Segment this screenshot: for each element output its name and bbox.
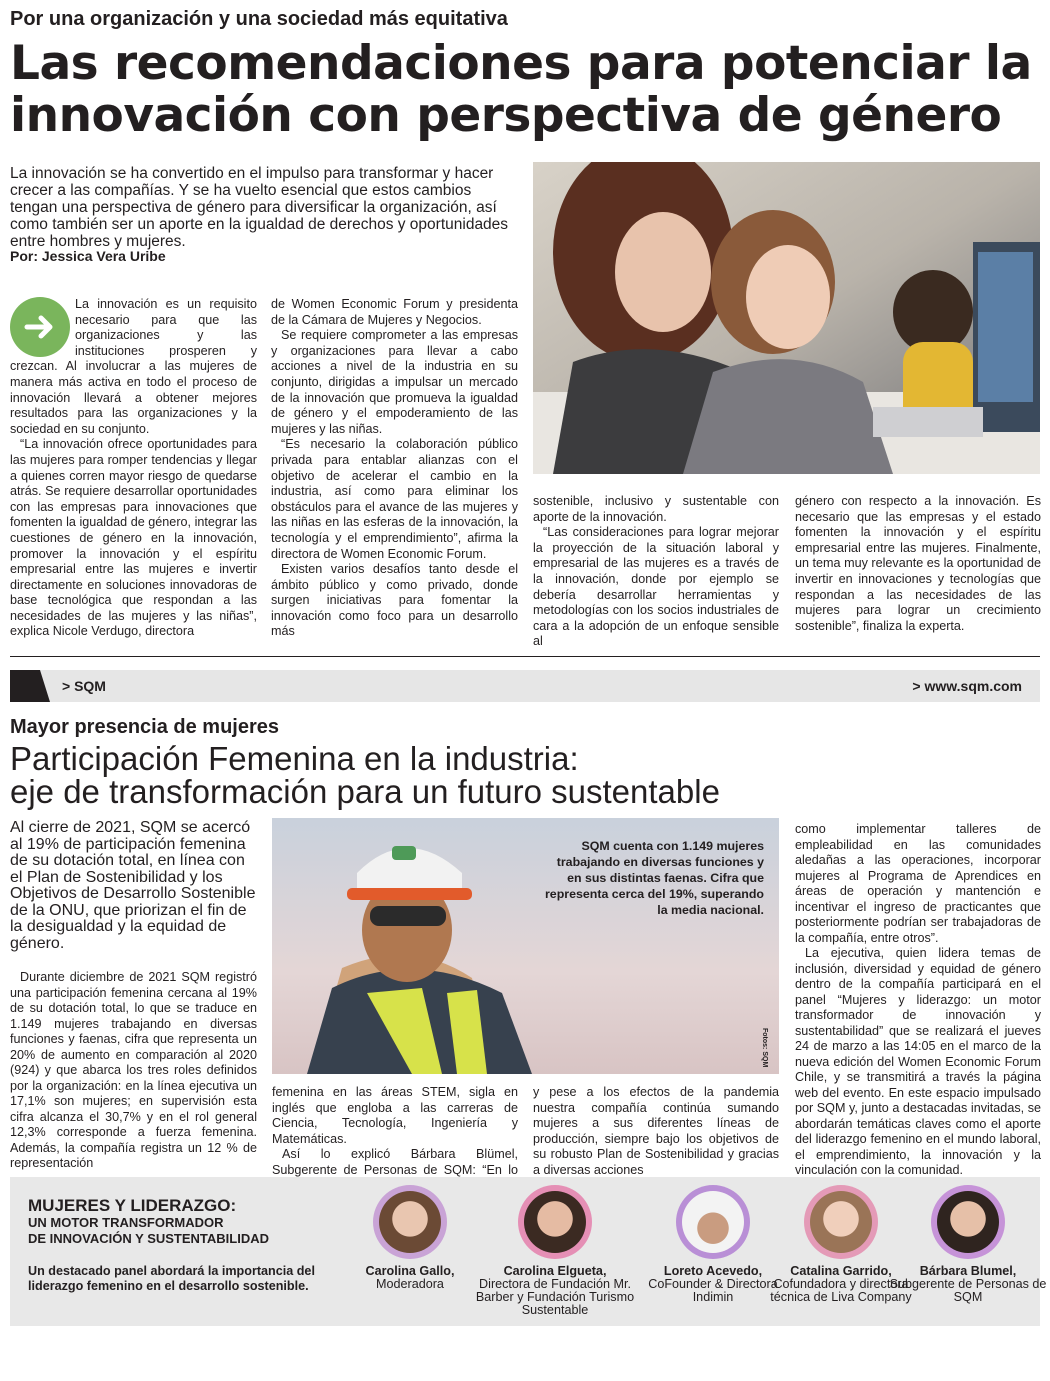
article2-column-1 [10, 970, 257, 1172]
paragraph: y pese a los efectos de la pandemia nuestra compañía continúa sumando mujeres a sus diferentes líneas de producción, siempre bajo los objetivos de su robusto Plan de Sostenibilidad y gracias a diversas acciones [533, 1085, 779, 1177]
speaker-role: CoFounder & Directora Indimin [648, 1277, 778, 1304]
article2-column-3 [533, 1085, 779, 1178]
photo-credit: Fotos: SQM [761, 1028, 768, 1068]
article1-column-2 [271, 297, 518, 640]
panel-description: Un destacado panel abordará la importancia del liderazgo femenino en el desarrollo sostenible. [28, 1264, 315, 1293]
divider [10, 656, 1040, 657]
article1-headline: Las recomendaciones para potenciar la innovación con perspectiva de género [10, 36, 1032, 143]
sponsor-label: > SQM [62, 678, 106, 694]
avatar-photo [937, 1191, 999, 1253]
article1-kicker: Por una organización y una sociedad más equitativa [10, 8, 508, 30]
speaker-role: Cofundadora y directora técnica de Liva Company [770, 1277, 912, 1304]
avatar [676, 1185, 750, 1259]
panel-subtitle-2: DE INNOVACIÓN Y SUSTENTABILIDAD [28, 1231, 270, 1246]
avatar-photo [682, 1191, 744, 1253]
paragraph: de Women Economic Forum y presidenta de la Cámara de Mujeres y Negocios. [271, 297, 518, 327]
speaker-role: Directora de Fundación Mr. Barber y Fundación Turismo Sustentable [475, 1277, 635, 1317]
panel-title [28, 1197, 348, 1247]
avatar-photo [810, 1191, 872, 1253]
avatar [373, 1185, 447, 1259]
paragraph: femenina en las áreas STEM, sigla en inglés que engloba a las carreras de Ciencia, Tecnología, Ingeniería y Matemáticas. [272, 1085, 518, 1146]
paragraph: Durante diciembre de 2021 SQM registró una participación femenina cercana al 19% de su dotación total, lo que se traduce en 1.149 mujeres trabajando en diversas funciones y faenas, cifra que representa un 20% de aumento en comparación al 2020 (924) y que abarca los tres roles definidos por la organización: en la línea ejecutiva un 17,1% son mujeres; en supervisión esta cifra alcanza el 30,7% y en el rol general 12,3% corresponde a fuerza femenina. Además, la compañía registra un 12 % de representación [10, 970, 257, 1170]
headline-line-1: Participación Femenina en la industria: [10, 740, 579, 777]
article1-lede: La innovación se ha convertido en el impulso para transformar y hacer crecer a las compañías. Y se ha vuelto esencial que estos cambios tengan una perspectiva de género para diversificar la organización, así como también ser un aporte en la igualdad de derechos y oportunidades entre hombres y mujeres. [10, 165, 509, 250]
paragraph: Se requiere comprometer a las empresas y organizaciones para llevar a cabo acciones a nivel de la industria en su conjunto, dirigidas a impulsar un mercado de la innovación que promueva la igualdad de género y el empoderamiento de las mujeres y las niñas. [271, 328, 518, 436]
sponsor-bar [10, 670, 1040, 702]
paragraph: La innovación es un requisito necesario para que las organizaciones y las instituciones prosperen y crezcan. Al involucrar a las mujeres de manera más activa en todo el proceso de innovación llevará a obtener mejores resultados para las organizaciones y la sociedad en su conjunto. [10, 297, 257, 436]
speaker-name: Bárbara Blumel, [919, 1264, 1017, 1278]
article1-column-4 [795, 494, 1041, 634]
headline-line-2: eje de transformación para un futuro sustentable [10, 773, 720, 810]
avatar [518, 1185, 592, 1259]
paragraph: género con respecto a la innovación. Es necesario que las empresas y el estado fomenten la innovación y el espíritu empresarial entre las mujeres. Finalmente, un tema muy relevante es la oportunidad de invertir en innovaciones y tecnologías que respondan a las necesidades de las mujeres para lograr un crecimiento sostenible”, finaliza la experta. [795, 494, 1041, 633]
photo-caption: SQM cuenta con 1.149 mujeres trabajando en diversas funciones y en sus distintas faenas. Cifra que representa cerca del 19%, superando la media nacional. [544, 839, 764, 917]
speaker-name: Catalina Garrido, [790, 1264, 892, 1278]
article1-byline: Por: Jessica Vera Uribe [10, 248, 166, 264]
article2-headline [10, 742, 1040, 808]
article2-lede: Al cierre de 2021, SQM se acercó al 19% de participación femenina de su dotación total, en línea con el Plan de Sostenibilidad y los Objetivos de Desarrollo Sostenible de la ONU, que priorizan el fin de la desigualdad y la equidad de género. [10, 819, 256, 952]
article1-column-1 [10, 297, 257, 640]
avatar-photo [524, 1191, 586, 1253]
avatar-photo [379, 1191, 441, 1253]
speaker-role: Moderadora [376, 1277, 444, 1291]
speaker-card [883, 1185, 1050, 1304]
article1-photo-women-at-computer [533, 162, 1040, 474]
article1-column-3 [533, 494, 779, 650]
paragraph: Así lo explicó Bárbara Blümel, Subgerente de Personas de SQM: “En lo [272, 1147, 518, 1177]
paragraph: Existen varios desafíos tanto desde el ámbito público y como privado, donde surgen iniciativas para fomentar la innovación como foco para un desarrollo más [271, 562, 518, 639]
panel-title-main: MUJERES Y LIDERAZGO: [28, 1196, 237, 1215]
avatar [931, 1185, 1005, 1259]
speaker-name: Loreto Acevedo, [663, 1264, 763, 1278]
paragraph: “Las consideraciones para lograr mejorar la proyección de la situación laboral y empresarial de las mujeres es a través de la innovación, donde por ejemplo se debería desarrollar herramientas y metodologías con los socios industriales de cara a la adopción de un enfoque sensible al [533, 525, 779, 649]
speaker-role: Subgerente de Personas de SQM [889, 1277, 1047, 1304]
paragraph: La ejecutiva, quien lidera temas de inclusión, diversidad y equidad de género dentro de la compañía participará en el panel “Mujeres y liderazgo: un motor transformador de innovación y sustentabilidad” que se realizará el jueves 24 de marzo a las 14:05 en el marco de la nueva edición del Women Economic Forum Chile, y se transmitirá a través la página web del evento. En este espacio impulsado por SQM y, junto a destacadas invitadas, se abordarán temáticas claves como el aporte del liderazgo femenino en el mundo laboral, el emprendimiento, la innovación y la vinculación con la comunidad. [795, 946, 1041, 1177]
article2-kicker: Mayor presencia de mujeres [10, 716, 280, 738]
speaker-name: Carolina Elgueta, [503, 1264, 607, 1278]
sponsor-website-link[interactable]: > www.sqm.com [912, 678, 1022, 694]
paragraph: “Es necesario la colaboración público privada para entablar alianzas con el objetivo de acelerar el cambio en la industria, así como para eliminar los obstáculos para el avance de las mujeres y las niñas en las esferas de la innovación, la tecnología y el emprendimiento”, afirma la directora de Women Economic Forum. [271, 437, 518, 561]
speaker-name: Carolina Gallo, [365, 1264, 455, 1278]
panel-subtitle-1: UN MOTOR TRANSFORMADOR [28, 1215, 224, 1230]
bar-flag [10, 670, 50, 702]
speaker-card [470, 1185, 640, 1317]
paragraph: como implementar talleres de empleabilidad en las comunidades aledañas a las operaciones, incorporar mujeres al Programa de Aprendices en áreas de operación y mantención e incentivar el ingreso de practicantes que posteriormente podrían ser trabajadoras de la compañía, entre otros”. [795, 822, 1041, 945]
paragraph: “La innovación ofrece oportunidades para las mujeres para romper tendencias y llegar a quienes corren mayor riesgo de quedarse atrás. Se requiere desarrollar oportunidades con las empresas para innovaciones que fomenten la igualdad de género, integrar las cuestiones de género en la innovación, promover la innovación y el espíritu empresarial entre las mujeres e invertir directamente en soluciones innovadoras de base tecnológica que respondan a las necesidades de las mujeres y las niñas”, explica Nicole Verdugo, directora [10, 437, 257, 639]
article2-column-4 [795, 822, 1041, 1179]
avatar [804, 1185, 878, 1259]
paragraph: sostenible, inclusivo y sustentable con aporte de la innovación. [533, 494, 779, 524]
